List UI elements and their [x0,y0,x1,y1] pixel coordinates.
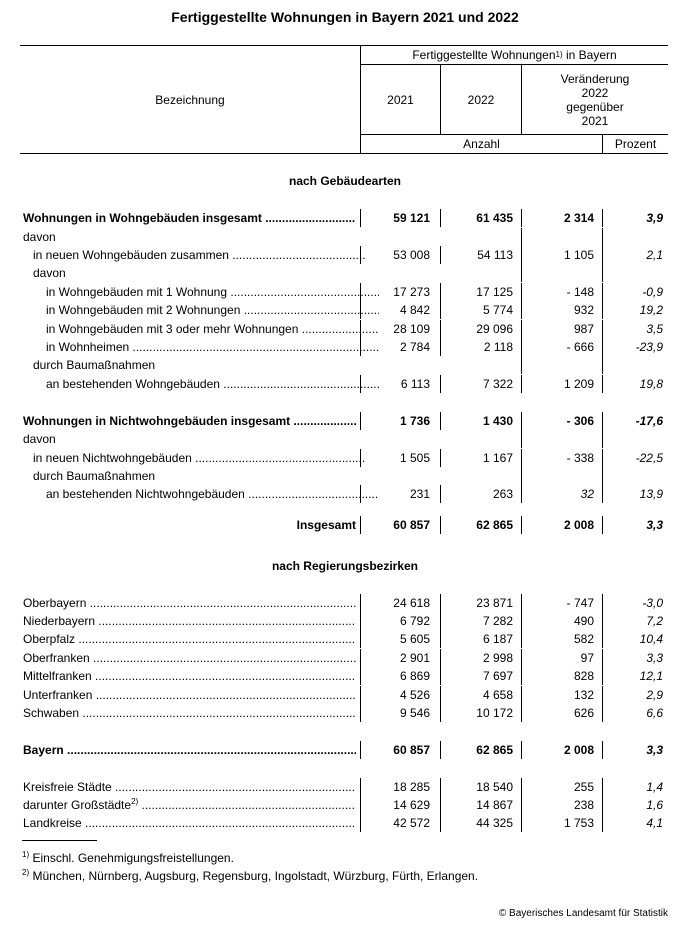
cell-change: 97 [580,651,594,665]
cell-v2021: 9 546 [399,706,430,720]
cell-pct: -17,6 [635,414,663,428]
row-label: Unterfranken ..... [23,688,356,702]
cell-v2021: 14 629 [393,798,430,812]
header-change-line: Veränderung [560,71,630,86]
row-label: in Wohngebäuden mit 1 Wohnung ..... [23,285,379,299]
cell-v2022: 62 865 [476,743,513,757]
row-label: davon [33,266,66,280]
cell-pct: -22,5 [635,451,663,465]
cell-v2021: 28 109 [393,322,430,336]
table-row [20,449,668,467]
column-divider [602,228,603,246]
header-group-suffix: in Bayern [562,48,617,62]
header-2021: 2021 [387,92,414,107]
row-label: Landkreise ..... [23,816,356,830]
cell-pct: 4,1 [646,816,663,830]
row-label: Kreisfreie Städte ..... [23,780,356,794]
cell-pct: 19,8 [639,377,663,391]
footnote-mark: 1) [22,850,30,859]
row-label: darunter Großstädte$^{2)}$ ..... [23,798,356,812]
column-divider [521,467,522,485]
cell-v2021: 6 792 [399,614,430,628]
cell-change: 987 [573,322,594,336]
cell-change: 1 105 [563,248,594,262]
header-change-line: 2021 [581,113,609,128]
cell-change: - 148 [566,285,594,299]
cell-v2021: 2 901 [399,651,430,665]
section-title: nach Gebäudearten [288,174,402,188]
cell-change: 582 [573,632,594,646]
footnote-text: München, Nürnberg, Augsburg, Regensburg, Ingolstadt, Würzburg, Fürth, Erlangen. [32,869,479,883]
table-row [20,630,668,648]
cell-v2022: 61 435 [476,211,513,225]
cell-pct: 10,4 [639,632,663,646]
cell-change: - 338 [566,451,594,465]
cell-v2022: 2 998 [482,651,513,665]
footnote-separator [22,840,97,841]
cell-pct: -23,9 [635,340,663,354]
cell-pct: 3,3 [646,743,663,757]
cell-pct: -0,9 [642,285,663,299]
table-row [20,412,668,430]
cell-v2022: 23 871 [476,596,513,610]
cell-v2021: 4 842 [399,303,430,317]
cell-v2022: 1 167 [482,451,513,465]
cell-pct: -3,0 [642,596,663,610]
cell-v2022: 14 867 [476,798,513,812]
cell-change: - 306 [566,414,594,428]
row-label: Bayern ..... [23,743,356,757]
cell-v2022: 18 540 [476,780,513,794]
table-row [20,467,668,485]
cell-v2022: 1 430 [482,414,513,428]
footnote-ref: 2) [131,798,139,806]
cell-pct: 7,2 [646,614,663,628]
copyright: © Bayerisches Landesamt für Statistik [498,908,668,919]
row-label: Wohnungen in Wohngebäuden insgesamt ..... [23,211,356,225]
cell-pct: 19,2 [639,303,663,317]
cell-v2022: 2 118 [483,340,513,354]
cell-change: 828 [573,669,594,683]
header-change-line: gegenüber [566,99,624,114]
cell-pct: 12,1 [639,669,663,683]
cell-v2022: 7 322 [482,377,513,391]
table-row [20,594,668,612]
cell-v2021: 24 618 [393,596,430,610]
column-divider [521,356,522,374]
cell-v2021: 231 [409,487,430,501]
table-row [20,320,668,338]
cell-pct: 1,4 [646,780,663,794]
cell-pct: 6,6 [646,706,663,720]
footnote-2 [22,869,478,883]
column-divider [602,264,603,282]
row-label: durch Baumaßnahmen [33,358,156,372]
cell-v2022: 5 774 [482,303,513,317]
table-row [20,283,668,301]
cell-v2021: 59 121 [393,211,430,225]
header-unit-anzahl: Anzahl [463,136,500,151]
table-row [20,246,668,264]
row-label: Schwaben ..... [23,706,356,720]
cell-change: 32 [580,487,594,501]
cell-change: 2 008 [563,518,594,532]
table-row [20,778,668,796]
table-row [20,796,668,814]
header-change [522,65,668,134]
table-row [20,209,668,227]
column-divider [521,228,522,246]
row-label: in Wohnheimen ..... [23,340,379,354]
table-row [20,516,668,534]
column-divider [521,264,522,282]
cell-v2022: 4 658 [482,688,513,702]
cell-v2021: 18 285 [393,780,430,794]
cell-change: 1 209 [563,377,594,391]
row-label: davon [23,432,56,446]
header-group: Fertiggestellte Wohnungen 1) in Bayern [412,48,617,62]
cell-v2021: 60 857 [393,518,430,532]
cell-v2022: 7 697 [482,669,513,683]
table-row [20,686,668,704]
table-row [20,704,668,722]
row-label: Oberpfalz ..... [23,632,356,646]
row-label: Oberfranken ..... [23,651,356,665]
column-divider [602,467,603,485]
row-label: an bestehenden Nichtwohngebäuden ..... [23,487,379,501]
footnote-text: Einschl. Genehmigungsfreistellungen. [32,851,234,865]
cell-v2021: 2 784 [399,340,430,354]
cell-pct: 3,9 [646,211,663,225]
header-bezeichnung: Bezeichnung [155,92,225,107]
row-label: Oberbayern ..... [23,596,356,610]
cell-change: 132 [573,688,594,702]
cell-pct: 13,9 [639,487,663,501]
cell-v2021: 1 505 [399,451,430,465]
cell-v2022: 6 187 [482,632,513,646]
row-label: an bestehenden Wohngebäuden ..... [23,377,379,391]
header-change-line: 2022 [581,85,609,100]
cell-v2021: 53 008 [393,248,430,262]
cell-pct: 3,3 [646,518,663,532]
cell-change: 932 [573,303,594,317]
cell-v2021: 4 526 [399,688,430,702]
header-group-text: Fertiggestellte Wohnungen [412,48,556,62]
cell-v2022: 263 [492,487,513,501]
cell-v2021: 6 113 [400,377,430,391]
column-divider [602,356,603,374]
cell-v2022: 44 325 [476,816,513,830]
row-label: Wohnungen in Nichtwohngebäuden insgesamt ..... [23,414,356,428]
row-label: durch Baumaßnahmen [33,469,156,483]
column-divider [602,430,603,448]
cell-v2022: 29 096 [476,322,513,336]
cell-pct: 1,6 [646,798,663,812]
cell-change: 1 753 [563,816,594,830]
header-2022: 2022 [467,92,495,107]
table-row [20,612,668,630]
header-unit-prozent: Prozent [614,137,657,151]
cell-v2022: 62 865 [476,518,513,532]
cell-pct: 2,9 [646,688,663,702]
cell-v2021: 1 736 [399,414,430,428]
cell-v2022: 17 125 [476,285,513,299]
row-label: in neuen Wohngebäuden zusammen ..... [23,248,366,262]
table-row [20,375,668,393]
table-row [20,485,668,503]
cell-v2021: 6 869 [399,669,430,683]
cell-pct: 2,1 [646,248,663,262]
cell-change: 490 [573,614,594,628]
section-title: nach Regierungsbezirken [271,559,419,573]
footnote-mark: 2) [22,868,30,877]
cell-change: - 666 [566,340,594,354]
row-label: davon [23,230,56,244]
table-row [20,430,668,448]
table-row [20,356,668,374]
row-label: Mittelfranken ..... [23,669,356,683]
table-row [20,264,668,282]
footnote-1 [22,851,234,865]
cell-change: 626 [573,706,594,720]
cell-v2021: 17 273 [393,285,430,299]
cell-pct: 3,3 [646,651,663,665]
table-row [20,741,668,759]
cell-change: 2 008 [563,743,594,757]
cell-v2021: 60 857 [393,743,430,757]
table-row [20,338,668,356]
cell-change: 255 [573,780,594,794]
cell-change: 238 [573,798,594,812]
cell-v2021: 5 605 [399,632,430,646]
table-header [20,45,668,154]
table-row [20,814,668,832]
cell-v2022: 7 282 [482,614,513,628]
row-label: Insgesamt [296,518,356,532]
cell-v2021: 42 572 [393,816,430,830]
row-label: in Wohngebäuden mit 2 Wohnungen ..... [23,303,379,317]
cell-pct: 3,5 [646,322,663,336]
row-label: in neuen Nichtwohngebäuden ..... [23,451,366,465]
table-row [20,228,668,246]
table-row [20,667,668,685]
cell-change: - 747 [566,596,594,610]
row-label: in Wohngebäuden mit 3 oder mehr Wohnungen ..... [23,322,379,336]
table-row [20,649,668,667]
cell-v2022: 10 172 [476,706,513,720]
page-title: Fertiggestellte Wohnungen in Bayern 2021 und 2022 [171,9,519,25]
table-row [20,301,668,319]
cell-v2022: 54 113 [477,248,513,262]
column-divider [521,430,522,448]
cell-change: 2 314 [563,211,594,225]
row-label: Niederbayern ..... [23,614,356,628]
